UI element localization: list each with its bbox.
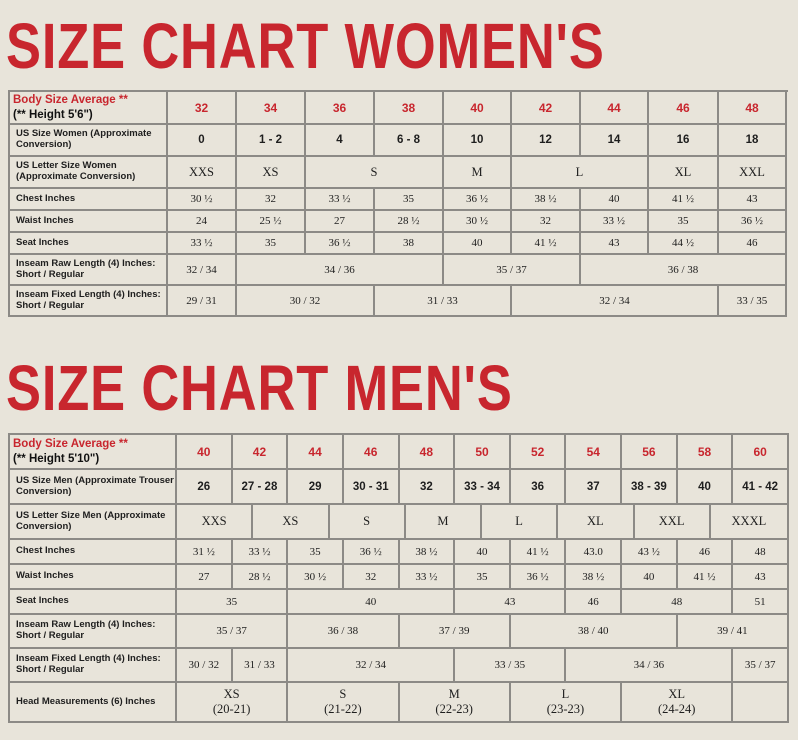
chest-cell: 41 ½	[511, 540, 567, 565]
size-header: 50	[455, 435, 511, 470]
height-note: (** Height 5'10")	[13, 452, 100, 465]
size-header: 32	[168, 92, 237, 125]
seat-inches-label: Seat Inches	[10, 590, 177, 615]
men-size-chart-title: SIZE CHART MEN'S	[6, 352, 513, 424]
inseam-raw-label: Inseam Raw Length (4) Inches: Short / Regular	[10, 255, 168, 286]
waist-cell: 27	[177, 565, 233, 590]
inseam-fixed-cell: 31 / 33	[233, 649, 289, 683]
seat-cell: 40	[288, 590, 455, 615]
letter-size-cell: S	[306, 157, 444, 189]
us-size-cell: 37	[566, 470, 622, 505]
inseam-fixed-cell: 33 / 35	[455, 649, 566, 683]
waist-cell: 28 ½	[375, 211, 444, 233]
letter-size-cell: XS	[237, 157, 306, 189]
chest-inches-label: Chest Inches	[10, 189, 168, 211]
waist-cell: 28 ½	[233, 565, 289, 590]
us-size-cell: 38 - 39	[622, 470, 678, 505]
inseam-fixed-cell: 34 / 36	[566, 649, 733, 683]
chest-cell: 35	[375, 189, 444, 211]
size-header: 56	[622, 435, 678, 470]
chest-cell: 40	[581, 189, 649, 211]
us-letter-size-label: US Letter Size Men (Approximate Conversion)	[10, 505, 177, 540]
seat-cell: 36 ½	[306, 233, 375, 255]
us-size-cell: 41 - 42	[733, 470, 789, 505]
size-header: 58	[678, 435, 734, 470]
letter-size-cell: XXS	[177, 505, 253, 538]
seat-cell: 33 ½	[168, 233, 237, 255]
inseam-raw-cell: 36 / 38	[581, 255, 787, 286]
women-size-table	[8, 90, 788, 317]
inseam-raw-label: Inseam Raw Length (4) Inches: Short / Regular	[10, 615, 177, 649]
size-header: 60	[733, 435, 789, 470]
inseam-fixed-cell: 31 / 33	[375, 286, 512, 317]
inseam-raw-cell: 32 / 34	[168, 255, 237, 286]
inseam-fixed-cell: 30 / 32	[177, 649, 233, 683]
chest-cell: 43	[719, 189, 787, 211]
seat-cell: 48	[622, 590, 733, 615]
letter-size-cell: S	[330, 505, 406, 538]
size-header: 38	[375, 92, 444, 125]
size-header: 40	[177, 435, 233, 470]
chest-cell: 30 ½	[168, 189, 237, 211]
us-size-cell: 14	[581, 125, 649, 157]
seat-cell: 38	[375, 233, 444, 255]
seat-cell: 46	[566, 590, 622, 615]
inseam-raw-cell: 35 / 37	[177, 615, 288, 649]
size-header: 40	[444, 92, 512, 125]
size-header: 34	[237, 92, 306, 125]
seat-cell: 43	[581, 233, 649, 255]
size-header: 48	[400, 435, 456, 470]
head-size-letter: S	[339, 687, 347, 701]
seat-cell: 51	[733, 590, 789, 615]
men-size-table	[8, 433, 789, 723]
waist-cell: 35	[649, 211, 719, 233]
waist-cell: 33 ½	[581, 211, 649, 233]
chest-cell: 38 ½	[400, 540, 456, 565]
waist-cell: 30 ½	[444, 211, 512, 233]
waist-cell: 36 ½	[719, 211, 787, 233]
chest-cell: 33 ½	[306, 189, 375, 211]
chest-cell: 31 ½	[177, 540, 233, 565]
us-size-cell: 12	[512, 125, 581, 157]
inseam-fixed-cell: 30 / 32	[237, 286, 375, 317]
size-header: 42	[512, 92, 581, 125]
chest-cell: 43.0	[566, 540, 622, 565]
chest-inches-label: Chest Inches	[10, 540, 177, 565]
head-size-cell	[400, 683, 511, 723]
us-size-cell: 36	[511, 470, 567, 505]
inseam-raw-cell: 37 / 39	[400, 615, 511, 649]
waist-cell: 35	[455, 565, 511, 590]
seat-inches-label: Seat Inches	[10, 233, 168, 255]
size-header: 48	[719, 92, 787, 125]
us-size-cell: 29	[288, 470, 344, 505]
waist-cell: 24	[168, 211, 237, 233]
us-size-cell: 30 - 31	[344, 470, 400, 505]
size-header: 36	[306, 92, 375, 125]
head-size-range: (23-23)	[546, 702, 585, 716]
size-header: 46	[344, 435, 400, 470]
us-size-cell: 4	[306, 125, 375, 157]
waist-cell: 36 ½	[511, 565, 567, 590]
us-size-cell: 0	[168, 125, 237, 157]
chest-cell: 40	[455, 540, 511, 565]
head-size-range: (22-23)	[435, 702, 473, 716]
head-size-range: (24-24)	[657, 702, 696, 716]
chest-cell: 33 ½	[233, 540, 289, 565]
inseam-raw-cell: 35 / 37	[444, 255, 581, 286]
waist-inches-label: Waist Inches	[10, 211, 168, 233]
us-size-cell: 40	[678, 470, 734, 505]
head-measurements-label: Head Measurements (6) Inches	[10, 683, 177, 723]
chest-cell: 46	[678, 540, 734, 565]
us-size-cell: 6 - 8	[375, 125, 444, 157]
inseam-fixed-cell: 32 / 34	[288, 649, 455, 683]
chest-cell: 41 ½	[649, 189, 719, 211]
inseam-fixed-label: Inseam Fixed Length (4) Inches: Short / Regular	[10, 286, 168, 317]
us-size-cell: 26	[177, 470, 233, 505]
size-header: 44	[288, 435, 344, 470]
letter-size-cell: L	[482, 505, 558, 538]
seat-cell: 46	[719, 233, 787, 255]
us-size-cell: 32	[400, 470, 456, 505]
head-size-letter: M	[448, 687, 460, 701]
size-header: 42	[233, 435, 289, 470]
height-note: (** Height 5'6")	[13, 108, 93, 121]
waist-cell: 38 ½	[566, 565, 622, 590]
seat-cell: 35	[177, 590, 288, 615]
inseam-raw-cell: 34 / 36	[237, 255, 444, 286]
letter-size-cell: XL	[649, 157, 719, 189]
us-size-cell: 18	[719, 125, 787, 157]
seat-cell: 44 ½	[649, 233, 719, 255]
chest-cell: 43 ½	[622, 540, 678, 565]
inseam-fixed-cell: 32 / 34	[512, 286, 719, 317]
us-size-cell: 27 - 28	[233, 470, 289, 505]
inseam-fixed-cell: 29 / 31	[168, 286, 237, 317]
letter-size-cell: XS	[253, 505, 329, 538]
size-header: 46	[649, 92, 719, 125]
chest-cell: 35	[288, 540, 344, 565]
seat-cell: 35	[237, 233, 306, 255]
empty-cell	[733, 683, 789, 723]
head-size-letter: L	[561, 687, 570, 701]
seat-cell: 41 ½	[512, 233, 581, 255]
us-letter-size-label: US Letter Size Women (Approximate Conversion)	[10, 157, 168, 189]
letter-size-cell: M	[406, 505, 482, 538]
size-header: 54	[566, 435, 622, 470]
seat-cell: 43	[455, 590, 566, 615]
size-header: 44	[581, 92, 649, 125]
head-size-range: (21-22)	[324, 702, 362, 716]
waist-cell: 33 ½	[400, 565, 456, 590]
letter-size-cell: XL	[558, 505, 634, 538]
waist-cell: 43	[733, 565, 789, 590]
chest-cell: 38 ½	[512, 189, 581, 211]
letter-size-row	[177, 505, 789, 540]
us-size-cell: 33 - 34	[455, 470, 511, 505]
us-size-cell: 16	[649, 125, 719, 157]
letter-size-cell: L	[512, 157, 649, 189]
inseam-fixed-cell: 33 / 35	[719, 286, 787, 317]
waist-cell: 32	[344, 565, 400, 590]
us-size-cell: 1 - 2	[237, 125, 306, 157]
inseam-raw-cell: 38 / 40	[511, 615, 678, 649]
letter-size-cell: M	[444, 157, 512, 189]
waist-cell: 30 ½	[288, 565, 344, 590]
women-size-chart-title: SIZE CHART WOMEN'S	[6, 10, 605, 82]
head-size-cell	[511, 683, 622, 723]
size-header: 52	[511, 435, 567, 470]
inseam-fixed-label: Inseam Fixed Length (4) Inches: Short / Regular	[10, 649, 177, 683]
header-label-cell	[10, 435, 177, 470]
head-size-letter: XL	[668, 687, 686, 701]
chest-cell: 32	[237, 189, 306, 211]
waist-cell: 32	[512, 211, 581, 233]
body-size-average-label: Body Size Average **	[13, 94, 128, 107]
waist-inches-label: Waist Inches	[10, 565, 177, 590]
header-label-cell	[10, 92, 168, 125]
inseam-raw-cell: 36 / 38	[288, 615, 399, 649]
letter-size-cell: XXL	[635, 505, 711, 538]
seat-cell: 40	[444, 233, 512, 255]
head-size-cell	[177, 683, 288, 723]
head-size-cell	[622, 683, 733, 723]
head-size-range: (20-21)	[212, 702, 251, 716]
head-size-cell	[288, 683, 399, 723]
letter-size-cell: XXXL	[731, 514, 767, 528]
letter-size-cell: XXL	[719, 157, 787, 189]
waist-cell: 40	[622, 565, 678, 590]
waist-cell: 41 ½	[678, 565, 734, 590]
chest-cell: 36 ½	[444, 189, 512, 211]
body-size-average-label: Body Size Average **	[13, 438, 128, 451]
waist-cell: 27	[306, 211, 375, 233]
head-size-letter: XS	[223, 687, 240, 701]
inseam-fixed-cell: 35 / 37	[733, 649, 789, 683]
us-size-label: US Size Men (Approximate Trouser Conversion)	[10, 470, 177, 505]
us-size-label: US Size Women (Approximate Conversion)	[10, 125, 168, 157]
inseam-raw-cell: 39 / 41	[678, 615, 789, 649]
chest-cell: 48	[733, 540, 789, 565]
letter-size-cell: XXS	[168, 157, 237, 189]
us-size-cell: 10	[444, 125, 512, 157]
waist-cell: 25 ½	[237, 211, 306, 233]
chest-cell: 36 ½	[344, 540, 400, 565]
